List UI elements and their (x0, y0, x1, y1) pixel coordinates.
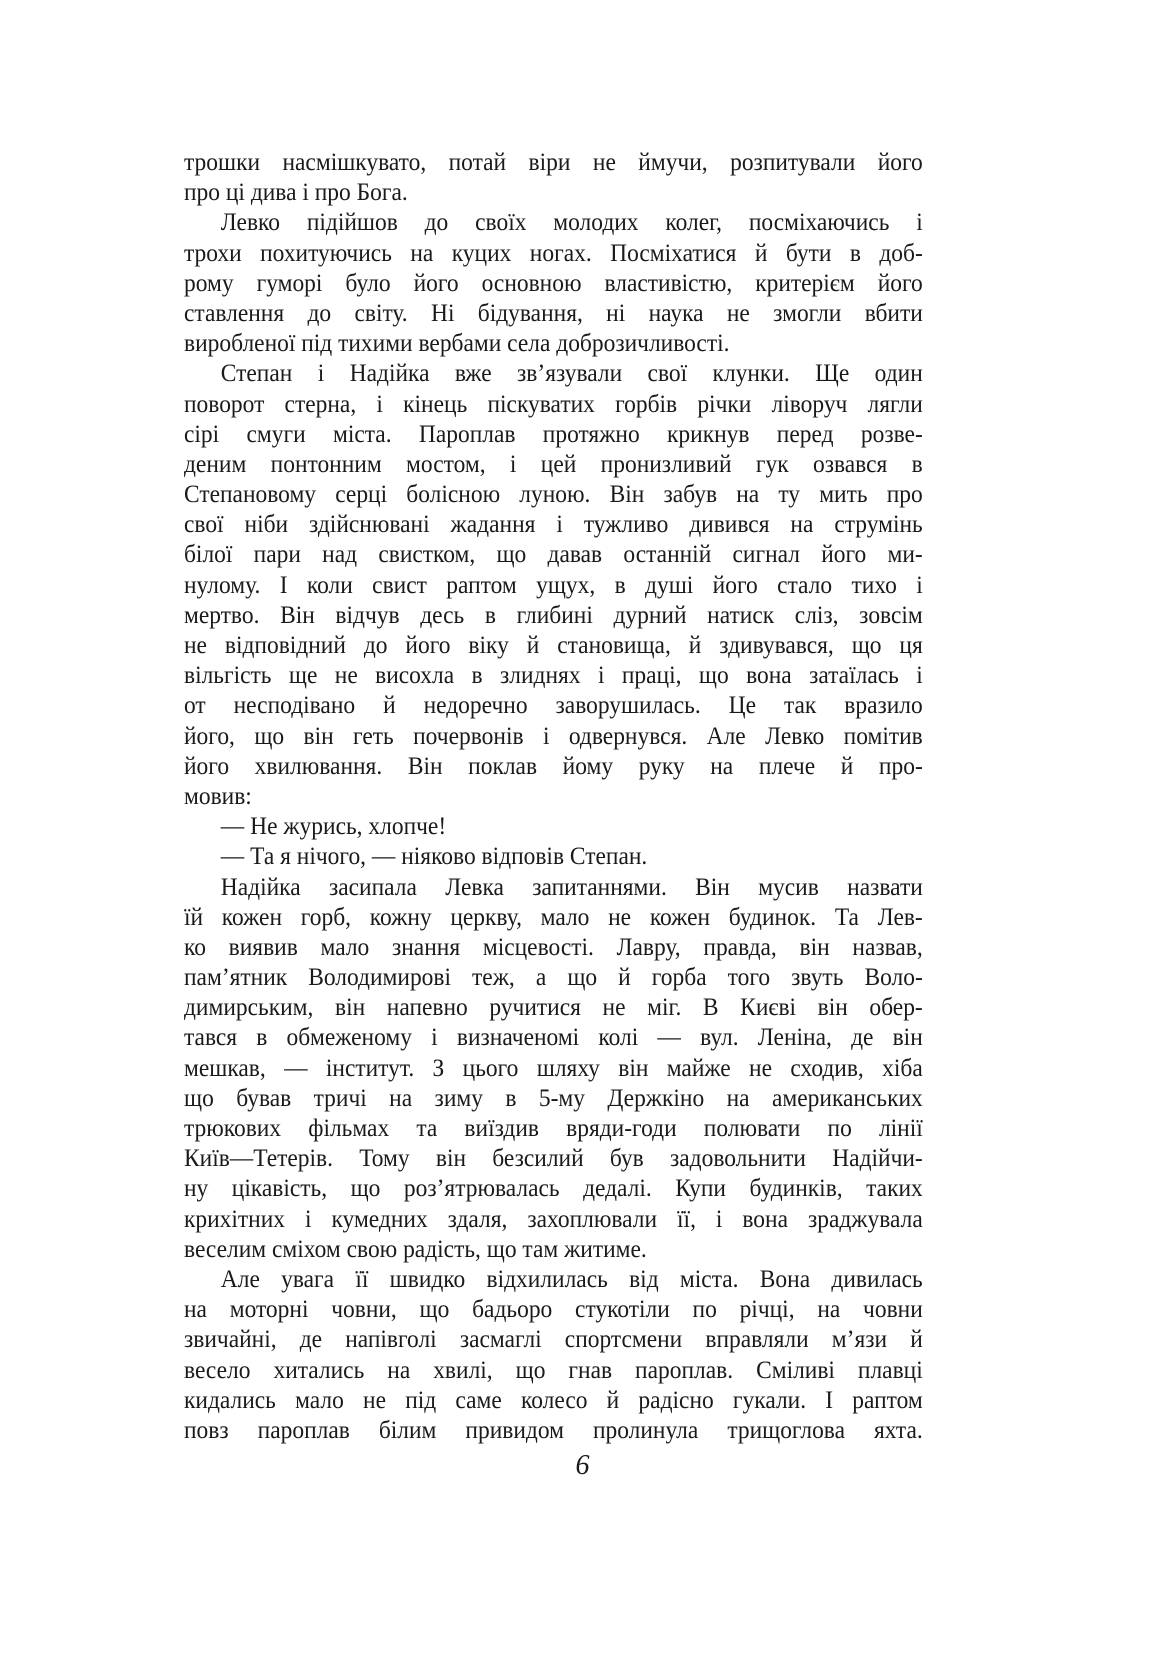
text-line: весело хитались на хвилі, що гнав пароплав. Сміливі плавці (184, 1354, 923, 1384)
text-line: мертво. Він відчув десь в глибині дурний натиск сліз, зовсім (184, 599, 923, 629)
text-line: вільгість ще не висохла в злиднях і праці, що вона затаїлась і (184, 660, 923, 690)
text-line: деним понтонним мостом, і цей пронизливий гук озвався в (184, 448, 923, 478)
text-line: на моторні човни, що бадьоро стукотіли по річці, на човни (184, 1294, 923, 1324)
text-line: веселим сміхом свою радість, що там житиме. (184, 1233, 647, 1263)
text-line: що бував тричі на зиму в 5-му Держкіно на американських (184, 1082, 923, 1112)
text-line: рому гуморі було його основною властивістю, критерієм його (184, 267, 923, 297)
text-line: крихітних і кумедних здаля, захоплювали її, і вона зраджувала (184, 1203, 923, 1233)
text-line: звичайні, де напівголі засмаглі спортсмени вправляли м’язи й (184, 1324, 923, 1354)
text-line: пам’ятник Володимирові теж, а що й горба того звуть Воло- (184, 962, 923, 992)
text-line: — Не журись, хлопче! (220, 811, 447, 841)
text-line: Левко підійшов до своїх молодих колег, посміхаючись і (220, 207, 923, 237)
text-line: от несподівано й недоречно заворушилась. Це так вразило (184, 690, 923, 720)
text-line: ну цікавість, що роз’ятрювалась дедалі. Купи будинків, таких (184, 1173, 923, 1203)
text-line: Степановому серці болісною луною. Він забув на ту мить про (184, 479, 923, 509)
text-line: Київ—Тетерів. Тому він безсилий був задовольнити Надійчи- (184, 1143, 923, 1173)
text-line: тався в обмеженому і визначеномі колі — вул. Леніна, де він (184, 1022, 923, 1052)
text-line: нулому. І коли свист раптом ущух, в душі його стало тихо і (184, 569, 923, 599)
text-line: його, що він геть почервонів і одвернувся. Але Левко помітив (184, 720, 923, 750)
text-line: сірі смуги міста. Пароплав протяжно крикнув перед розве- (184, 418, 923, 448)
text-line: Степан і Надійка вже зв’язували свої клунки. Ще один (220, 358, 923, 388)
text-line: трюкових фільмах та виїздив вряди-годи полювати по лінії (184, 1113, 923, 1142)
text-line: — Та я нічого, — ніяково відповів Степан. (220, 841, 648, 871)
text-line: свої ніби здійснювані жадання і тужливо дивився на струмінь (184, 509, 923, 539)
text-line: виробленої під тихими вербами села доброзичливості. (184, 328, 730, 358)
text-line: трошки насмішкувато, потай віри не ймучи, розпитували його (184, 147, 923, 176)
page-number: 6 (575, 1450, 590, 1481)
text-line: кидались мало не під саме колесо й радісно гукали. І раптом (184, 1384, 923, 1414)
text-line: Надійка засипала Левка запитаннями. Він мусив назвати (220, 871, 923, 901)
text-line: повз пароплав білим привидом пролинула трищоглова яхта. (184, 1414, 923, 1444)
text-line: білої пари над свистком, що давав останній сигнал його ми- (184, 539, 923, 569)
text-line: ставлення до світу. Ні бідування, ні наука не змогли вбити (184, 297, 923, 327)
text-line: поворот стерна, і кінець піскуватих горбів річки ліворуч лягли (184, 388, 923, 418)
text-line: димирським, він напевно ручитися не міг. В Києві він обер- (184, 992, 923, 1022)
page-body (184, 147, 923, 1445)
text-line: мовив: (184, 780, 252, 810)
text-line: його хвилювання. Він поклав йому руку на плече й про- (184, 750, 923, 780)
text-line: ко виявив мало знання місцевості. Лавру, правда, він назвав, (184, 931, 923, 961)
text-line: про ці дива і про Бога. (184, 177, 408, 207)
text-line: мешкав, — інститут. З цього шляху він майже не сходив, хіба (184, 1052, 923, 1082)
text-line: трохи похитуючись на куцих ногах. Посміхатися й бути в доб- (184, 237, 923, 267)
text-line: Але увага її швидко відхилилась від міста. Вона дивилась (220, 1263, 923, 1293)
text-line: їй кожен горб, кожну церкву, мало не кожен будинок. Та Лев- (184, 901, 923, 931)
text-line: не відповідний до його віку й становища, й здивувався, що ця (184, 630, 923, 659)
